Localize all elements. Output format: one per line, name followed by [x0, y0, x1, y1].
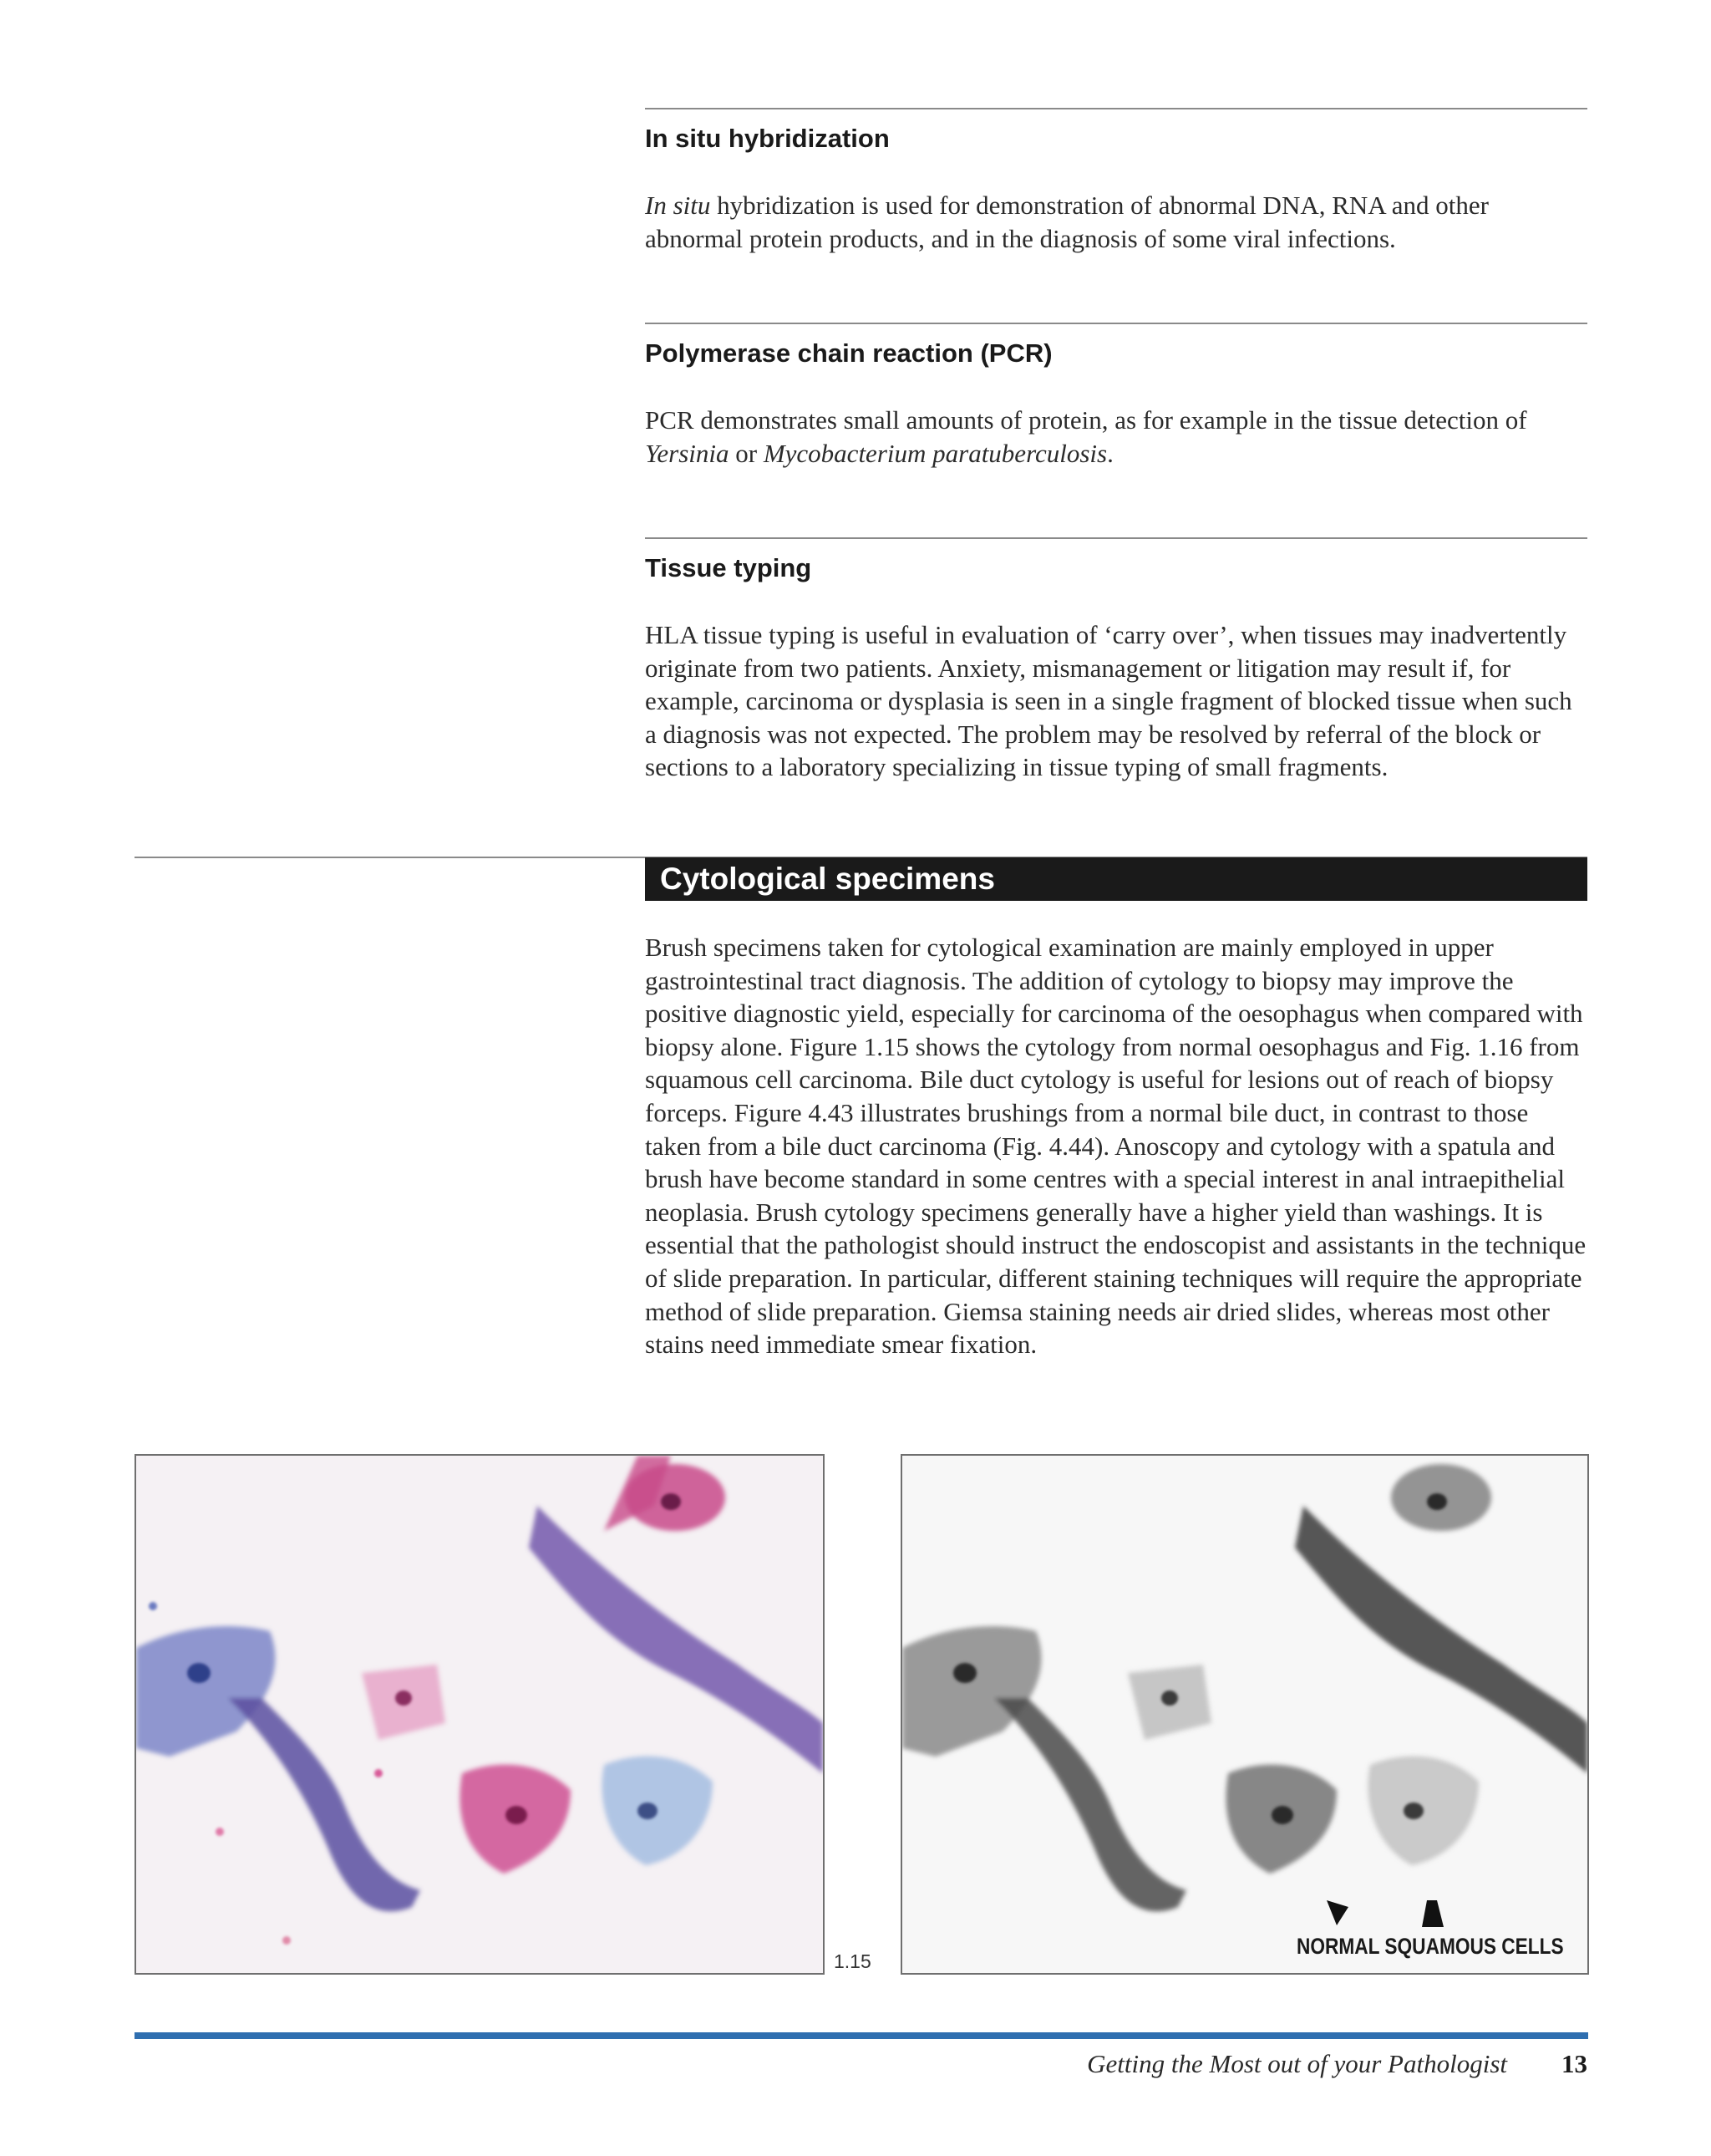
section-title-tissue-typing: Tissue typing: [645, 553, 812, 582]
section-rule-ish: [645, 108, 1587, 109]
section-title-pcr: Polymerase chain reaction (PCR): [645, 338, 1053, 368]
section-rule-tissue-typing: [645, 537, 1587, 539]
section-cytology: [645, 931, 1587, 1361]
figure-number: 1.15: [834, 1950, 871, 1972]
pcr-text-b: or: [729, 438, 764, 468]
figure-micrograph-grayscale: [901, 1454, 1589, 1975]
section-text-cytology: Brush specimens taken for cytological examination are mainly employed in upper gastrointestinal tract diagnosis. The addition of cytology to biopsy may improve the positive diagnostic yield, especially for carcinoma of the oesophagus when compared with biopsy alone. Figure 1.15 shows the cytology from normal oesophagus and Fig. 1.16 from squamous cell carcinoma. Bile duct cytology is useful for lesions out of reach of biopsy forceps. Figure 4.43 illustrates brushings from a normal bile duct, in contrast to those taken from a bile duct carcinoma (Fig. 4.44). Anoscopy and cytology with a spatula and brush have become standard in some centres with a special interest in anal intraepithelial neoplasia. Brush cytology specimens generally have a higher yield than washings. It is essential that the pathologist should instruct the endoscopist and assistants in the technique of slide preparation. In particular, different staining techniques will require the appropriate method of slide preparation. Giemsa staining needs air dried slides, whereas most other stains need immediate smear fixation.: [645, 933, 1587, 1360]
footer-book-title: Getting the Most out of your Pathologist: [1087, 2049, 1507, 2078]
italic-mycobacterium: Mycobacterium paratuberculosis: [763, 438, 1108, 468]
section-text-ish: [645, 189, 1587, 255]
figure-caption-label: NORMAL SQUAMOUS CELLS: [1297, 1934, 1564, 1959]
ish-text-rest: hybridization is used for demonstration of abnormal DNA, RNA and other abnormal protein products, and in the diagnosis of some viral infections.: [645, 191, 1489, 253]
pcr-text-c: .: [1107, 438, 1114, 468]
page-number: 13: [1561, 2049, 1587, 2078]
italic-in-situ: In situ: [645, 191, 711, 220]
pcr-text-a: PCR demonstrates small amounts of protein, as for example in the tissue detection of: [645, 405, 1527, 435]
footer-accent-bar: [135, 2032, 1588, 2039]
section-rule-pcr: [645, 323, 1587, 324]
section-text-tissue-typing: HLA tissue typing is useful in evaluation of ‘carry over’, when tissues may inadvertently originate from two patients. Anxiety, mismanagement or litigation may result if, for example, carcinoma or dysplasia is seen in a single fragment of blocked tissue when such a diagnosis was not expected. The problem may be resolved by referral of the block or sections to a laboratory specializing in tissue typing of small fragments.: [645, 620, 1572, 782]
section-title-cytology: Cytological specimens: [660, 862, 995, 896]
section-banner-cytology: [645, 857, 1587, 901]
figure-micrograph-color: [135, 1454, 825, 1975]
italic-yersinia: Yersinia: [645, 438, 729, 468]
section-pcr: [645, 337, 1587, 470]
section-text-pcr: [645, 404, 1587, 470]
section-tissue-typing: [645, 552, 1587, 784]
section-ish: [645, 122, 1587, 255]
section-title-ish: In situ hybridization: [645, 124, 890, 153]
